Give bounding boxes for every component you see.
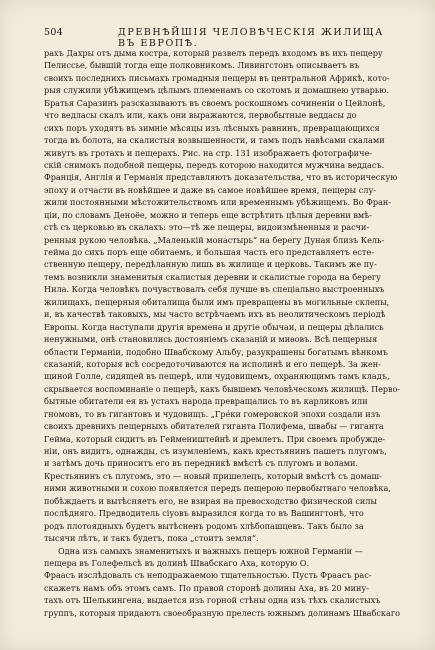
text-line: стѣ съ церковью въ скалахъ: это—тѣ же пещеры, видоизмѣненныя и раcчи- [44, 222, 370, 233]
text-line: тогда въ болота, на скалистыя возвышенности, и тамъ подъ навѣсами скалами [44, 135, 385, 146]
text-line: темъ возникли знаменитыя скалистыя деревни и скалистые города на берегу [44, 271, 381, 282]
text-line: Гейма, который сидитъ въ Геймеништейнѣ и дремлетъ. При своемъ пробужде- [44, 433, 386, 444]
text-line: своихъ последнихъ письмахъ громадныя пещеры въ центральной Африкѣ, кото- [44, 72, 390, 83]
text-line: рыя служили убѣжищемъ цѣлымъ племенамъ со скотомъ и домашнею утварью. [44, 85, 389, 96]
text-line: рахъ Дахры отъ дыма костра, который развелъ передъ входомъ въ ихъ пещеру [44, 48, 383, 58]
text-line: группъ, которыя придаютъ своеобразную прелесть южнымъ долинамъ Швабскаго [44, 607, 400, 618]
text-line: и, въ качествѣ таковыхъ, мы часто встрѣчаемъ ихъ въ неолитическомъ періодѣ [44, 309, 386, 320]
text-line: ренныя рукою человѣка. „Маленькій монастырь“ на берегу Дуная близъ Кель- [44, 234, 385, 245]
page-header [44, 27, 400, 49]
text-line: щиной Голле, сидящей въ пещерѣ, или чудовищемъ, охраняющимъ тамъ кладъ, [44, 371, 390, 382]
text-line: эпоху и отчасти въ новѣйшее и даже въ самое новѣйшее время, пещеры слу- [44, 184, 376, 195]
text-line: жилищахъ, пещерныя обиталища были имъ превращены въ могильные склепы, [44, 296, 390, 307]
text-line: ціи, по словамъ Деноёе, можно и теперь еще встрѣтить цѣлыя деревни вмѣ- [44, 209, 372, 220]
text-line: Пелиссье, бывшій тогда еще полковникомъ. Ливингстонъ описываетъ въ [44, 60, 360, 71]
text-line: гномовъ, то въ гигантовъ и чудовищъ. „Грéки гомеровской эпохи создали изъ [44, 408, 381, 419]
text-line: побѣждаетъ и вытѣсняетъ его, не взирая на превосходство физической силы [44, 495, 377, 506]
text-line: тысячи лѣтъ, и такъ будетъ, пока „стоитъ земля“. [44, 533, 259, 544]
text-line: скрывается воспоминаніе о пещерѣ, какъ бывшемъ человѣческомъ жилищѣ. Перво- [44, 383, 400, 394]
text-line: Нила. Когда человѣкъ почувствовалъ себя лучше въ спеціально выстроенныхъ [44, 284, 385, 295]
text-line: своихъ древнихъ пещерныхъ обитателей гиганта Полифема, швабы — гиганта [44, 421, 384, 432]
text-line: скій снимокъ подобной пещеры, передъ которою находится мужчина веддасъ. [44, 159, 385, 170]
text-line: Братья Саразинъ разсказываютъ въ своемъ роскошномъ сочиненіи о Цейлонѣ, [44, 97, 386, 108]
text-line: области Германіи, подобно Швабскому Альбу, разукрашены богатымъ вѣнкомъ [44, 346, 388, 357]
text-line: пещера въ Голефельсѣ въ долинѣ Швабскаго Аха, которую О. [44, 557, 310, 568]
text-line: ственную пещеру, передѣланную лишь въ жилище и церковь. Такимъ же пу- [44, 259, 377, 270]
text-line: ніи, онъ видитъ, однажды, съ изумленіемъ, какъ крестьянинъ пашетъ плугомъ, [44, 446, 387, 456]
text-line: Крестьянинъ съ плугомъ, это — новый пришелецъ, который вмѣстѣ съ домаш- [44, 470, 382, 481]
running-title: ДРЕВНѢЙШІЯ ЧЕЛОВѢЧЕСКІЯ ЖИЛИЩА ВЪ ЕВРОПѢ. [118, 27, 384, 49]
text-line: и затѣмъ дочь приноситъ его въ передникѣ вмѣстѣ съ плугомъ и волами. [44, 458, 359, 469]
paragraph-first-line: Одна изъ самыхъ знаменитыхъ и важныхъ пещеръ южной Германіи — [58, 545, 363, 556]
text-line: сихъ поръ уходятъ въ зимніе мѣсяцы изъ лѣсныхъ равнинъ, превращающихся [44, 122, 380, 133]
text-line: живутъ въ гротахъ и пещерахъ. Рис. на стр. 131 изображаетъ фотографиче- [44, 147, 373, 158]
text-line: родъ плотоядныхъ будетъ вытѣсненъ родомъ хлѣбопашцевъ. Такъ было за [44, 520, 364, 531]
text-line: что ведласы скалъ или, какъ они выражаются, первобытные веддасы до [44, 110, 357, 121]
text-line: Европы. Когда наступали другія времена и другіе обычаи, и пещеры дѣлались [44, 321, 384, 332]
text-line: Франція, Англія и Германія представляютъ доказательства, что въ историческую [44, 172, 398, 183]
text-line: скажетъ намъ объ этомъ самъ. По правой сторонѣ долины Аха, въ 20 мину- [44, 582, 369, 593]
text-line: ненужными, онѣ становились достояніемъ сказаній и миѳовъ. Всѣ пещерныя [44, 334, 378, 345]
text-line: бытные обитатели ея въ устахъ народа превращались то въ карликовъ или [44, 396, 368, 407]
text-line: Фраасъ изслѣдовалъ съ неподражаемою тщательностью. Пусть Фраасъ рас- [44, 570, 372, 581]
text-line: ними животными и сохою появляется передъ пещерою первобытнаго человѣка, [44, 483, 391, 494]
page-number: 504 [44, 27, 64, 38]
text-line: жили постоянными мѣстожительствомъ или временнымъ убѣжищемъ. Во Фран- [44, 197, 392, 208]
text-line: сказаній, которыя всѣ сосредоточиваются на исполинѣ и его пещерѣ. За жен- [44, 358, 381, 369]
text-line: послѣдняго. Предводитель сіуовъ выразился когда то въ Вашингтонѣ, что [44, 508, 364, 519]
text-line: тахъ отъ Шелькингена, выдается изъ горной стѣны одна изъ тѣхъ скалистыхъ [44, 595, 381, 606]
text-line: гейма до сихъ поръ еще обитаемъ, и большая часть его представляетъ есте- [44, 247, 374, 257]
body-text [44, 47, 400, 619]
